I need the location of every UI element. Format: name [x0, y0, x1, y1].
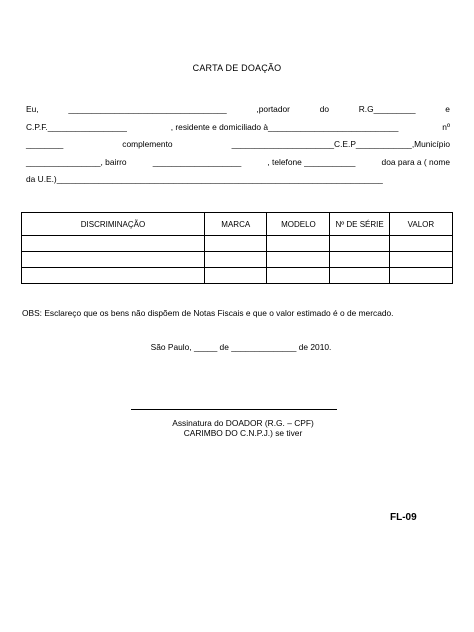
observation-note: OBS: Esclareço que os bens não dispõem de Notas Fiscais e que o valor estimado é o de mercado. — [22, 308, 394, 318]
form-code: FL-09 — [390, 512, 417, 523]
table-cell[interactable] — [22, 252, 205, 268]
signature-line — [131, 409, 337, 410]
text-segment: nº — [442, 121, 450, 132]
text-segment: e — [445, 104, 450, 114]
column-header-numero-serie: Nº DE SÉRIE — [330, 213, 389, 236]
text-segment: , telefone ___________ — [267, 156, 356, 167]
table-row — [22, 268, 453, 284]
declaration-text — [26, 101, 450, 189]
text-segment: , residente e domiciliado à____________________________ — [170, 121, 399, 132]
text-segment: ___________________ — [152, 156, 242, 167]
signature-label: Assinatura do DOADOR (R.G. – CPF) — [172, 418, 314, 428]
table-cell[interactable] — [267, 268, 330, 284]
table-cell[interactable] — [330, 236, 389, 252]
table-cell[interactable] — [330, 268, 389, 284]
column-header-modelo: MODELO — [267, 213, 330, 236]
text-segment: ________________, bairro — [26, 156, 127, 167]
text-segment: __________________________________ — [68, 104, 227, 114]
column-header-discriminacao: DISCRIMINAÇÃO — [22, 213, 205, 236]
text-segment: ________ — [26, 139, 64, 150]
declaration-line-1 — [26, 101, 450, 119]
text-segment: do — [319, 104, 330, 114]
table-cell[interactable] — [389, 268, 452, 284]
table-cell[interactable] — [389, 252, 452, 268]
declaration-line-2 — [26, 119, 450, 137]
document-title: CARTA DE DOAÇÃO — [192, 63, 282, 73]
declaration-line-3 — [26, 136, 450, 154]
items-table — [21, 212, 453, 284]
table-cell[interactable] — [22, 236, 205, 252]
column-header-valor: VALOR — [389, 213, 452, 236]
signature-block — [0, 418, 474, 438]
stamp-label: CARIMBO DO C.N.P.J.) se tiver — [183, 428, 303, 438]
table-cell[interactable] — [205, 236, 267, 252]
table-header-row — [22, 213, 453, 236]
table-cell[interactable] — [267, 236, 330, 252]
table-cell[interactable] — [205, 268, 267, 284]
declaration-line-4 — [26, 154, 450, 172]
text-segment: complemento — [122, 139, 173, 150]
table-cell[interactable] — [267, 252, 330, 268]
text-segment: da U.E.)______________________________________________________________________ — [26, 174, 383, 185]
table-cell[interactable] — [22, 268, 205, 284]
table-row — [22, 252, 453, 268]
column-header-marca: MARCA — [205, 213, 267, 236]
text-segment: doa para a ( nome — [381, 156, 450, 167]
table-cell[interactable] — [205, 252, 267, 268]
table-row — [22, 236, 453, 252]
text-segment: C.P.F._________________ — [26, 121, 127, 132]
text-segment: Eu, — [26, 104, 39, 114]
text-segment: ,portador — [256, 104, 290, 114]
text-segment: R.G_________ — [358, 104, 416, 114]
date-line: São Paulo, _____ de ______________ de 2010. — [150, 342, 332, 352]
table-cell[interactable] — [389, 236, 452, 252]
text-segment: ______________________C.E.P____________,Município — [231, 139, 450, 150]
declaration-line-5 — [26, 171, 450, 189]
table-cell[interactable] — [330, 252, 389, 268]
